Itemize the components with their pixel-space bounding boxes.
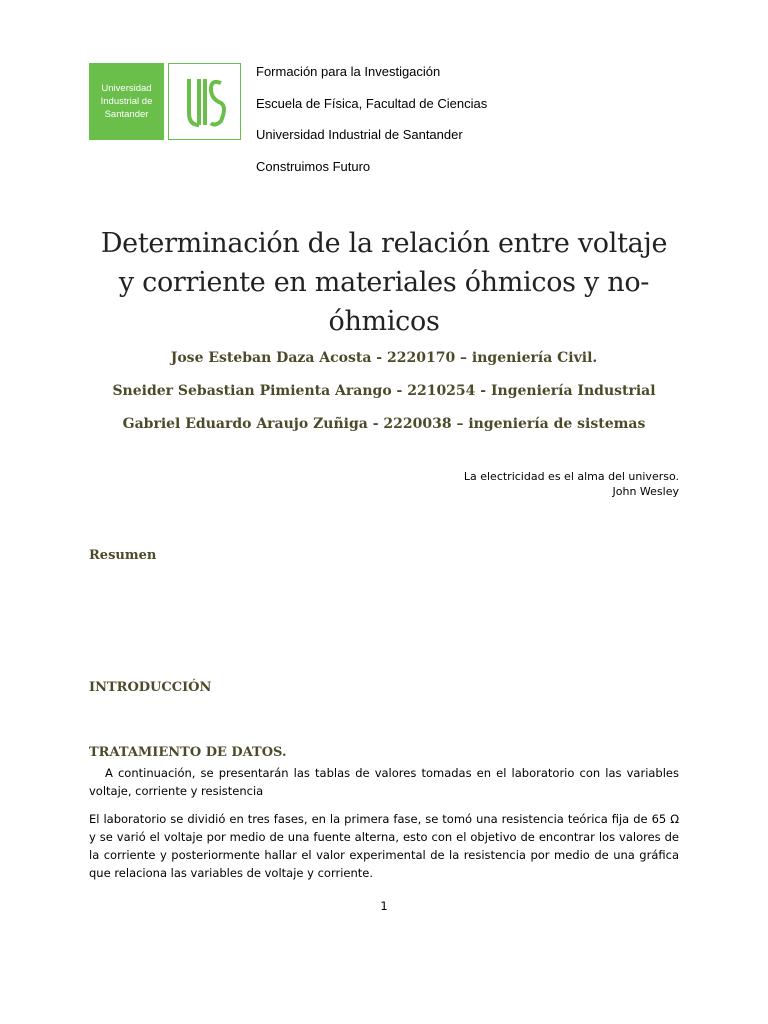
logo-text-line: Industrial de [100, 96, 153, 107]
section-heading-tratamiento: TRATAMIENTO DE DATOS. [89, 745, 287, 760]
header-line: Construimos Futuro [256, 158, 371, 174]
author-entry: Jose Esteban Daza Acosta - 2220170 – ingeniería Civil. [170, 350, 598, 366]
header-line: Escuela de Física, Facultad de Ciencias [256, 95, 488, 111]
epigraph [279, 469, 679, 499]
header-line: Formación para la Investigación [256, 64, 441, 79]
author-list [60, 349, 708, 448]
author-entry: Gabriel Eduardo Araujo Zuñiga - 2220038 – ingeniería de sistemas [122, 416, 646, 432]
paragraph: El laboratorio se dividió en tres fases, en la primera fase, se tomó una resistencia teórica fija de 65 Ω y se varió el voltaje por medio de una fuente alterna, esto con el objetivo de encontrar los valores de la corriente y posteriormente hallar el valor experimental de la resistencia por medio de una gráfica que relaciona las variables de voltaje y corriente. [89, 812, 679, 880]
uis-emblem-icon [168, 63, 241, 140]
epigraph-author: John Wesley [612, 485, 679, 498]
author-entry: Sneider Sebastian Pimienta Arango - 2210254 - Ingeniería Industrial [112, 383, 656, 399]
document-title [60, 224, 708, 341]
section-heading-introduccion: INTRODUCCIÓN [89, 680, 212, 695]
logo-text-line: Universidad [101, 83, 152, 94]
page-number: 1 [380, 899, 388, 913]
university-logo [89, 63, 164, 140]
title-line: óhmicos [328, 306, 440, 337]
title-line: y corriente en materiales óhmicos y no- [118, 267, 650, 298]
institution-header [256, 64, 487, 190]
section-heading-resumen: Resumen [89, 548, 157, 563]
title-line: Determinación de la relación entre voltaje [100, 228, 668, 259]
logo-text-line: Santander [104, 109, 149, 120]
epigraph-quote: La electricidad es el alma del universo. [463, 470, 679, 483]
header-line: Universidad Industrial de Santander [256, 127, 463, 142]
paragraph: A continuación, se presentarán las tablas de valores tomadas en el laboratorio con las variables voltaje, corriente y resistencia [89, 766, 679, 798]
uis-emblem-svg [181, 73, 229, 131]
